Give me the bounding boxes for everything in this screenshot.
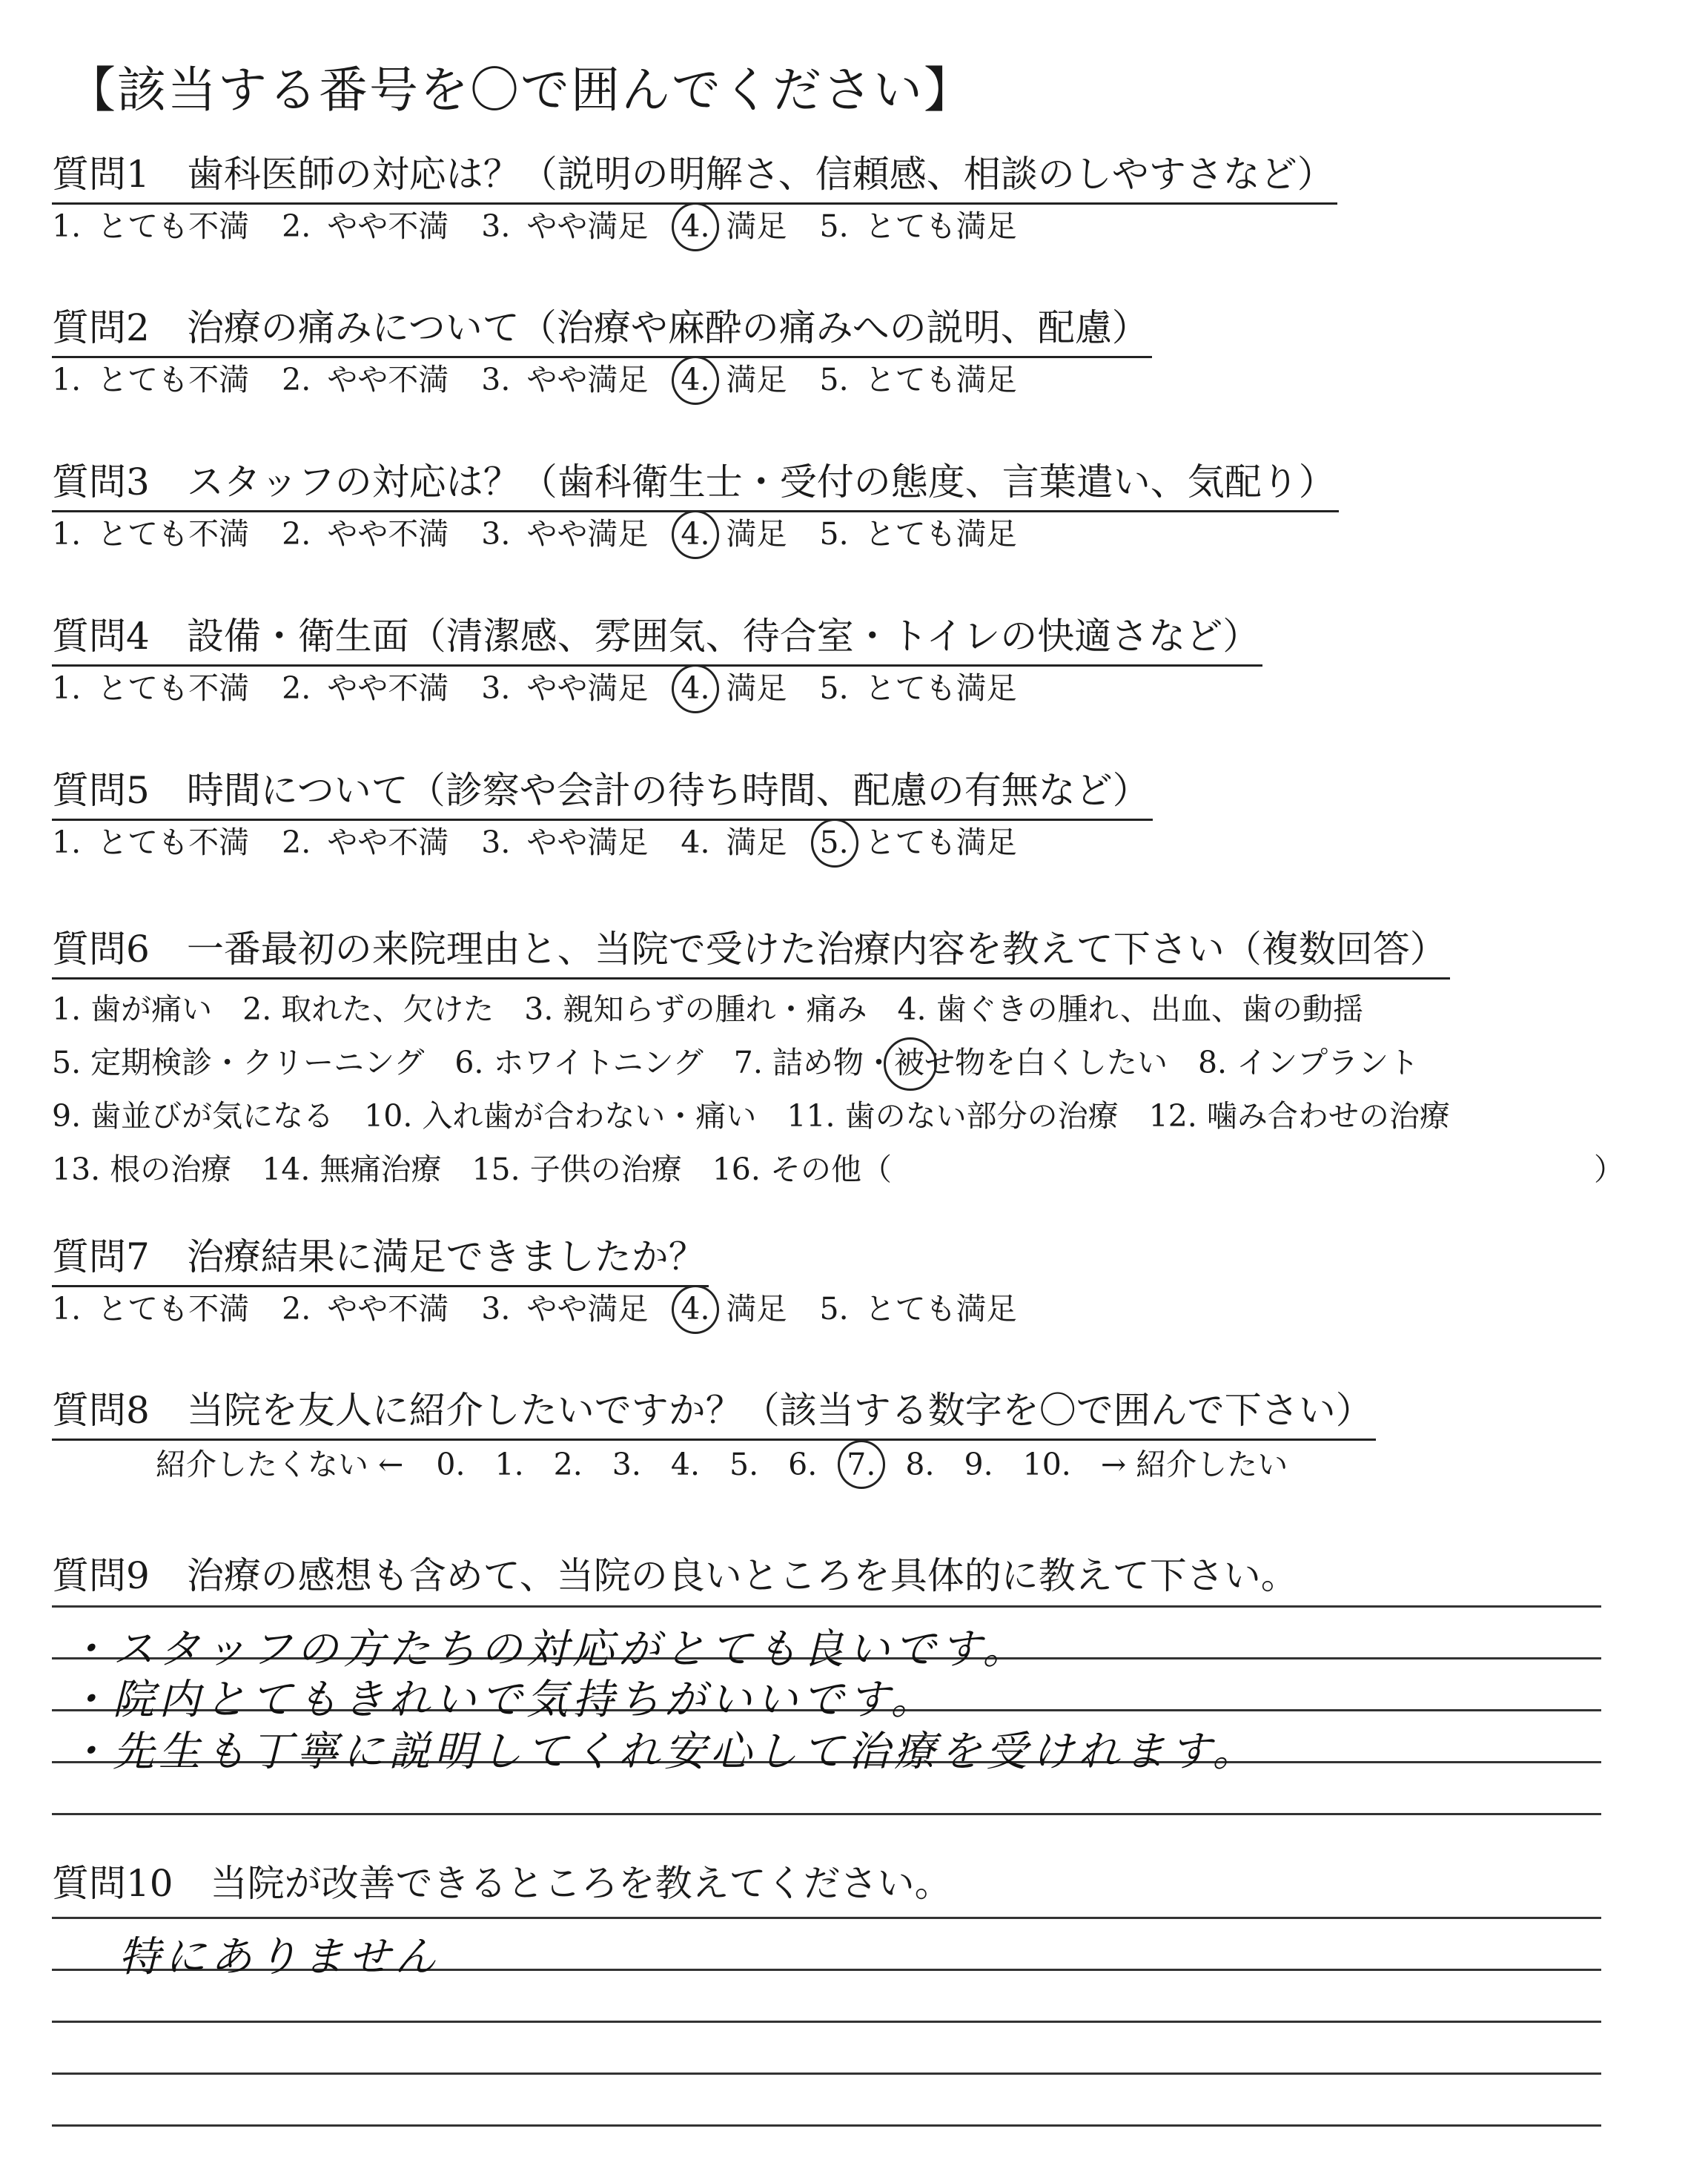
q2-option-5[interactable]	[820, 361, 1017, 398]
q8-number-9[interactable]: 9.	[964, 1447, 993, 1482]
q2-option-4[interactable]	[681, 361, 787, 398]
q5-heading	[52, 768, 1153, 821]
q3-label: 質問3	[52, 460, 150, 503]
option-number: 3.	[481, 670, 511, 706]
option-number: 1.	[52, 825, 82, 860]
option-label: とても満足	[864, 208, 1017, 244]
q10-line-5	[52, 2124, 1601, 2127]
option-number: 1.	[52, 208, 82, 244]
q5-text: 時間について（診察や会計の待ち時間、配慮の有無など）	[186, 769, 1150, 812]
q9-line-1	[52, 1605, 1601, 1608]
q1-text: 歯科医師の対応は？（説明の明解さ、信頼感、相談のしやすさなど）	[186, 153, 1334, 196]
q5-option-2[interactable]	[282, 824, 448, 861]
q5-option-1[interactable]	[52, 824, 249, 861]
q9-answer-2: ・院内とてもきれいで気持ちがいいです。	[67, 1676, 937, 1724]
option-number: 3.	[481, 825, 511, 860]
q7-option-3[interactable]	[481, 1290, 648, 1327]
option-number: 3.	[481, 362, 511, 397]
option-number: 4.	[681, 208, 710, 244]
option-label: 満足	[726, 516, 787, 552]
q5-options	[52, 824, 1050, 861]
option-label: とても満足	[864, 362, 1017, 397]
q1-option-2[interactable]	[282, 208, 448, 245]
option-label: 満足	[726, 1291, 787, 1327]
q1-heading	[52, 152, 1337, 205]
q8-left-label: 紹介したくない ←	[156, 1447, 404, 1482]
q8-text: 当院を友人に紹介したいですか？（該当する数字を〇で囲んで下さい）	[186, 1389, 1373, 1432]
q4-heading	[52, 614, 1262, 667]
q4-option-2[interactable]	[282, 670, 448, 707]
option-label: とても不満	[97, 516, 250, 552]
q7-option-4[interactable]	[681, 1290, 787, 1327]
q8-right-label: → 紹介したい	[1100, 1447, 1288, 1482]
option-label: 満足	[726, 362, 787, 397]
option-label: やや不満	[327, 516, 449, 552]
q2-option-2[interactable]	[282, 361, 448, 398]
option-label: やや満足	[526, 208, 649, 244]
q9-line-5	[52, 1813, 1601, 1815]
q9-heading	[52, 1546, 1298, 1599]
q4-option-5[interactable]	[820, 670, 1017, 707]
q8-number-2[interactable]: 2.	[553, 1447, 583, 1482]
q3-option-2[interactable]	[282, 515, 448, 552]
q8-number-5[interactable]: 5.	[729, 1447, 759, 1482]
q9-answer-3: ・先生も丁寧に説明してくれ安心して治療を受けれます。	[67, 1728, 1259, 1776]
q8-number-10[interactable]: 10.	[1022, 1447, 1071, 1482]
option-label: やや不満	[327, 825, 449, 860]
option-label: とても満足	[864, 516, 1017, 552]
q6-options	[52, 982, 1624, 1196]
option-label: 満足	[726, 825, 787, 860]
q8-number-6[interactable]: 6.	[788, 1447, 818, 1482]
q4-label: 質問4	[52, 615, 150, 658]
option-number: 4.	[681, 362, 710, 397]
option-number: 4.	[681, 1291, 710, 1327]
q6-circle-mark	[884, 1037, 937, 1091]
q3-text: スタッフの対応は？（歯科衛生士・受付の態度、言葉遣い、気配り）	[186, 460, 1336, 503]
q3-option-3[interactable]	[481, 515, 648, 552]
q10-line-3	[52, 2021, 1601, 2023]
q4-option-3[interactable]	[481, 670, 648, 707]
q10-label: 質問10	[52, 1862, 173, 1905]
option-label: とても不満	[97, 825, 250, 860]
option-number: 1.	[52, 1291, 82, 1327]
q3-options	[52, 515, 1050, 552]
option-number: 1.	[52, 670, 82, 706]
option-number: 1.	[52, 516, 82, 552]
option-label: 満足	[726, 208, 787, 244]
option-number: 2.	[282, 516, 311, 552]
option-label: とても不満	[97, 1291, 250, 1327]
option-label: やや満足	[526, 670, 649, 706]
option-label: とても満足	[864, 670, 1017, 706]
q8-number-4[interactable]: 4.	[670, 1447, 701, 1482]
q6-heading	[52, 927, 1450, 980]
q9-label: 質問9	[52, 1554, 150, 1597]
option-number: 2.	[282, 208, 311, 244]
q6-row-3: 9. 歯並びが気になる 10. 入れ歯が合わない・痛い 11. 歯のない部分の治療 12. 噛み合わせの治療	[52, 1098, 1450, 1134]
q8-scale	[156, 1446, 1320, 1483]
q6-row-2: 5. 定期検診・クリーニング 6. ホワイトニング 7. 詰め物・被せ物を白くしたい 8. インプラント	[52, 1036, 1450, 1089]
q7-label: 質問7	[52, 1235, 150, 1278]
q1-option-1[interactable]	[52, 208, 249, 245]
q10-line-4	[52, 2073, 1601, 2075]
q1-option-3[interactable]	[481, 208, 648, 245]
q1-option-4[interactable]	[681, 208, 787, 245]
q5-label: 質問5	[52, 769, 150, 812]
option-number: 4.	[681, 670, 710, 706]
option-number: 2.	[282, 825, 311, 860]
q4-options	[52, 670, 1050, 707]
q7-option-2[interactable]	[282, 1290, 448, 1327]
q8-number-8[interactable]: 8.	[905, 1447, 935, 1482]
q8-heading	[52, 1388, 1376, 1441]
q8-label: 質問8	[52, 1389, 150, 1432]
form-title: 【該当する番号を〇で囲んでください】	[67, 62, 974, 119]
option-number: 2.	[282, 1291, 311, 1327]
option-label: とても不満	[97, 362, 250, 397]
q7-option-1[interactable]	[52, 1290, 249, 1327]
option-number: 4.	[681, 825, 710, 860]
option-number: 3.	[481, 1291, 511, 1327]
q3-heading	[52, 460, 1339, 512]
q8-number-7[interactable]: 7.	[847, 1447, 876, 1482]
q9-answer-1: ・スタッフの方たちの対応がとても良いです。	[67, 1625, 1029, 1674]
q7-option-5[interactable]	[820, 1290, 1017, 1327]
q7-text: 治療結果に満足できましたか？	[186, 1235, 706, 1278]
q4-text: 設備・衛生面（清潔感、雰囲気、待合室・トイレの快適さなど）	[186, 615, 1260, 658]
q3-option-5[interactable]	[820, 515, 1017, 552]
q2-options	[52, 361, 1050, 398]
q1-options	[52, 208, 1050, 245]
q3-option-4[interactable]	[681, 515, 787, 552]
option-label: とても満足	[864, 825, 1017, 860]
q2-text: 治療の痛みについて（治療や麻酔の痛みへの説明、配慮）	[186, 306, 1149, 349]
q6-label: 質問6	[52, 928, 150, 971]
option-number: 3.	[481, 516, 511, 552]
option-label: やや不満	[327, 1291, 449, 1327]
option-label: とても満足	[864, 1291, 1017, 1327]
q4-option-4[interactable]	[681, 670, 787, 707]
option-label: やや満足	[526, 516, 649, 552]
option-label: やや不満	[327, 362, 449, 397]
option-number: 4.	[681, 516, 710, 552]
q5-option-5[interactable]	[820, 824, 1017, 861]
option-number: 5.	[819, 825, 849, 860]
q8-number-1[interactable]: 1.	[494, 1447, 524, 1482]
option-label: 満足	[726, 670, 787, 706]
q2-option-3[interactable]	[481, 361, 648, 398]
q2-option-1[interactable]	[52, 361, 249, 398]
q3-option-1[interactable]	[52, 515, 249, 552]
option-number: 5.	[819, 362, 849, 397]
q8-number-0[interactable]: 0.	[436, 1447, 466, 1482]
q7-heading	[52, 1235, 709, 1287]
q5-option-4[interactable]	[681, 824, 787, 861]
option-label: やや不満	[327, 208, 449, 244]
q8-numbers	[436, 1446, 1100, 1483]
q10-answer: 特にありません	[119, 1933, 440, 1981]
q2-label: 質問2	[52, 306, 150, 349]
q8-number-3[interactable]: 3.	[612, 1447, 641, 1482]
option-label: やや満足	[526, 1291, 649, 1327]
option-number: 2.	[282, 362, 311, 397]
option-number: 3.	[481, 208, 511, 244]
option-label: やや不満	[327, 670, 449, 706]
q9-text: 治療の感想も含めて、当院の良いところを具体的に教えて下さい。	[186, 1554, 1298, 1597]
option-number: 5.	[819, 670, 849, 706]
q10-heading	[52, 1854, 952, 1907]
option-number: 1.	[52, 362, 82, 397]
option-label: とても不満	[97, 208, 250, 244]
q10-text: 当院が改善できるところを教えてください。	[210, 1862, 952, 1905]
q10-line-1	[52, 1917, 1601, 1919]
option-number: 5.	[819, 208, 849, 244]
option-number: 5.	[819, 516, 849, 552]
q6-row-4: 13. 根の治療 14. 無痛治療 15. 子供の治療 16. その他（ ）	[52, 1152, 1624, 1187]
q2-heading	[52, 305, 1152, 358]
option-number: 2.	[282, 670, 311, 706]
option-label: とても不満	[97, 670, 250, 706]
option-label: やや満足	[526, 825, 649, 860]
q4-option-1[interactable]	[52, 670, 249, 707]
option-number: 5.	[819, 1291, 849, 1327]
q7-options	[52, 1290, 1050, 1327]
option-label: やや満足	[526, 362, 649, 397]
q1-label: 質問1	[52, 153, 150, 196]
q5-option-3[interactable]	[481, 824, 648, 861]
q6-row-1: 1. 歯が痛い 2. 取れた、欠けた 3. 親知らずの腫れ・痛み 4. 歯ぐきの腫れ、出血、歯の動揺	[52, 991, 1364, 1027]
q1-option-5[interactable]	[820, 208, 1017, 245]
q6-text: 一番最初の来院理由と、当院で受けた治療内容を教えて下さい（複数回答）	[186, 928, 1447, 971]
